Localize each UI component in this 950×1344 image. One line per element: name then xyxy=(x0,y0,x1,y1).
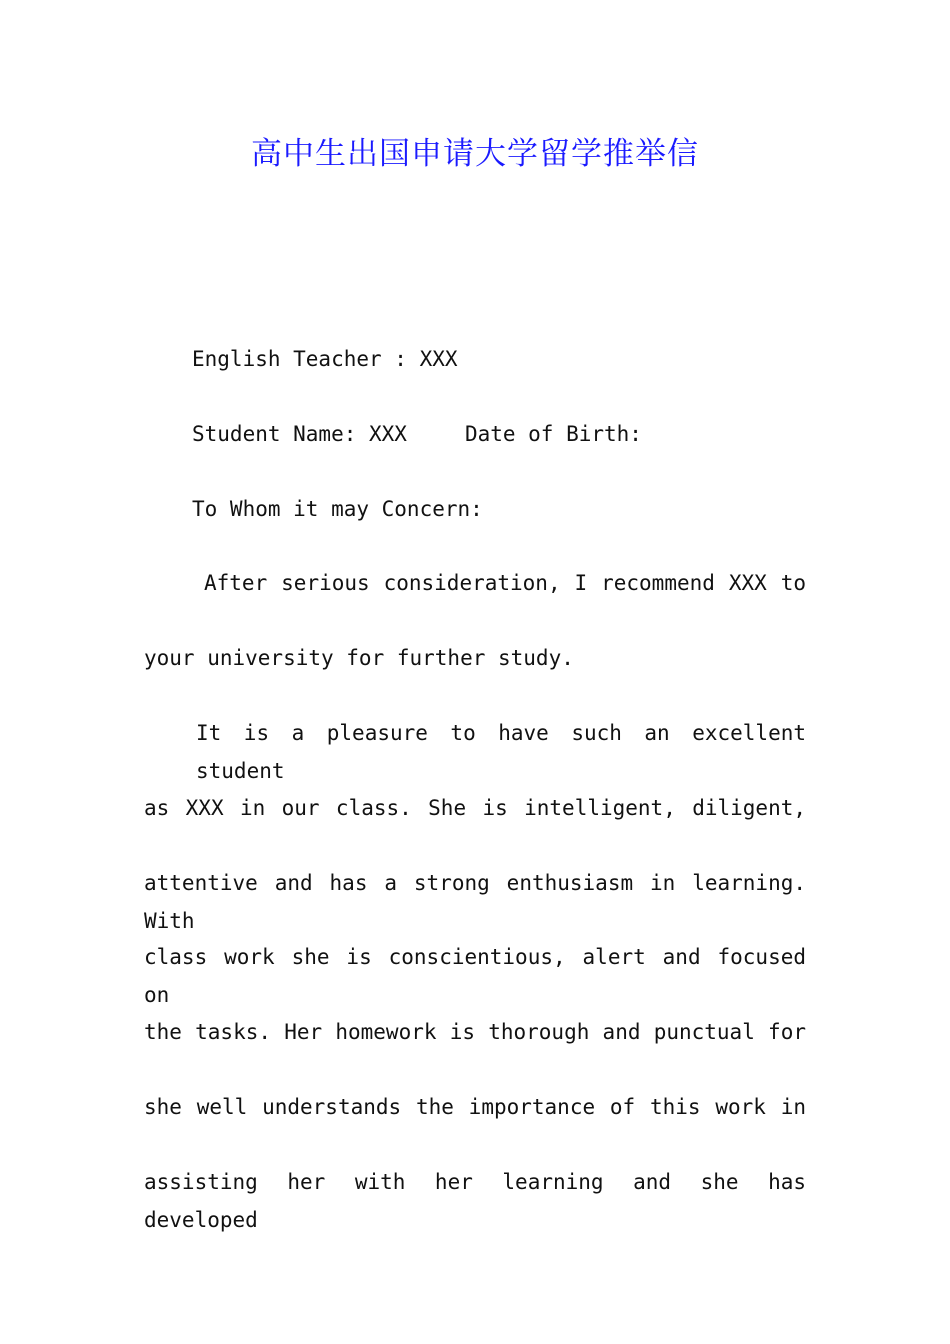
paragraph2-line2: as XXX in our class. She is intelligent, diligent, xyxy=(144,795,806,820)
salutation: To Whom it may Concern: xyxy=(192,496,483,521)
student-info-line xyxy=(144,415,806,490)
paragraph2-line4: class work she is conscientious, alert and focused on xyxy=(144,945,806,1008)
paragraph2-line7: assisting her with her learning and she has developed xyxy=(144,1169,806,1232)
paragraph2-line5: the tasks. Her homework is thorough and punctual for xyxy=(144,1020,806,1045)
letter-body xyxy=(144,340,806,1238)
date-of-birth: Date of Birth: xyxy=(464,421,642,446)
paragraph2-line1: It is a pleasure to have such an excellent student xyxy=(196,720,806,783)
paragraph2-line6: she well understands the importance of this work in xyxy=(144,1094,806,1119)
paragraph1-line2: your university for further study. xyxy=(144,646,574,671)
student-name: Student Name: XXX xyxy=(192,421,407,446)
paragraph1-line1: After serious consideration, I recommend XXX to xyxy=(204,571,806,596)
paragraph2-line3: attentive and has a strong enthusiasm in learning. With xyxy=(144,870,806,933)
document-title: 高中生出国申请大学留学推举信 xyxy=(251,136,699,172)
english-teacher-line: English Teacher : XXX xyxy=(192,347,458,371)
